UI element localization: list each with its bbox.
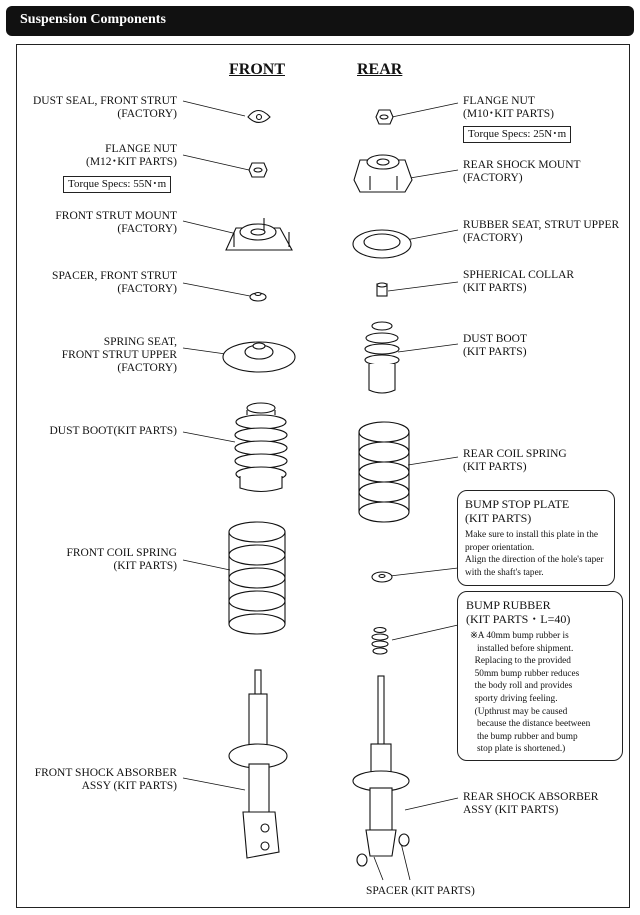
front-coil-spring-label: FRONT COIL SPRING (KIT PARTS) xyxy=(66,547,177,572)
front-column-heading: FRONT xyxy=(229,61,285,78)
rear-coil-spring-part xyxy=(359,422,409,522)
front-flange-nut-part xyxy=(249,163,267,177)
bump-stop-plate-title: BUMP STOP PLATE (KIT PARTS) xyxy=(465,497,570,525)
rear-bump-stop-plate-part xyxy=(372,572,392,582)
front-strut-mount-part xyxy=(226,218,292,250)
rear-spacer-label: SPACER (KIT PARTS) xyxy=(366,885,475,897)
rear-dust-boot-label: DUST BOOT (KIT PARTS) xyxy=(463,333,528,358)
front-shock-absorber-part xyxy=(229,670,287,858)
front-dust-seal-label: DUST SEAL, FRONT STRUT (FACTORY) xyxy=(33,95,177,120)
bump-stop-plate-note: Make sure to install this plate in the proper orientation. Align the direction of the hole's taper with the shaft's taper. xyxy=(465,530,604,578)
bump-rubber-title: BUMP RUBBER (KIT PARTS・L=40) xyxy=(466,598,571,626)
rear-shock-mount-part xyxy=(354,155,412,192)
rear-rubber-seat-part xyxy=(353,230,411,258)
rear-column-heading: REAR xyxy=(357,61,403,78)
front-dust-boot-part xyxy=(235,403,287,492)
front-spacer-label: SPACER, FRONT STRUT (FACTORY) xyxy=(52,270,177,295)
front-strut-mount-label: FRONT STRUT MOUNT (FACTORY) xyxy=(55,210,177,235)
front-dust-boot-label: DUST BOOT(KIT PARTS) xyxy=(49,425,177,437)
front-shock-absorber-label: FRONT SHOCK ABSORBER ASSY (KIT PARTS) xyxy=(34,767,177,792)
rear-flange-nut-part xyxy=(376,110,393,124)
rear-spherical-collar-part xyxy=(377,283,387,296)
front-spring-seat-label: SPRING SEAT, FRONT STRUT UPPER (FACTORY) xyxy=(61,336,177,374)
page-title: Suspension Components xyxy=(20,12,166,27)
bump-stop-plate-note-box xyxy=(457,490,615,586)
rear-shock-mount-label: REAR SHOCK MOUNT (FACTORY) xyxy=(463,159,581,184)
rear-shock-absorber-part xyxy=(353,676,409,866)
rear-shock-absorber-label: REAR SHOCK ABSORBER ASSY (KIT PARTS) xyxy=(463,791,599,816)
front-flange-nut-label: FLANGE NUT (M12･KIT PARTS) xyxy=(85,143,177,168)
front-spring-seat-part xyxy=(223,342,295,372)
rear-rubber-seat-label: RUBBER SEAT, STRUT UPPER (FACTORY) xyxy=(463,219,620,244)
front-coil-spring-part xyxy=(229,522,285,634)
front-torque-spec: Torque Specs: 55N･m xyxy=(63,176,171,193)
front-spacer-part xyxy=(250,293,266,302)
bump-rubber-note: ※A 40mm bump rubber is installed before shipment. Replacing to the provided 50mm bump rubber reduces the body roll and provides sporty driving feeling. (Upthrust may be caused because the distance beetween the bump rubber and bump stop plate is shortened.) xyxy=(470,631,591,755)
rear-spherical-collar-label: SPHERICAL COLLAR (KIT PARTS) xyxy=(463,269,575,294)
rear-torque-spec: Torque Specs: 25N･m xyxy=(463,126,571,143)
rear-bump-rubber-part xyxy=(372,628,388,655)
rear-flange-nut-label: FLANGE NUT (M10･KIT PARTS) xyxy=(463,95,555,120)
rear-coil-spring-label: REAR COIL SPRING (KIT PARTS) xyxy=(463,448,567,473)
rear-dust-boot-part xyxy=(365,322,399,393)
front-dust-seal-part xyxy=(248,111,270,123)
leader-lines xyxy=(183,101,458,880)
bump-rubber-note-box xyxy=(457,591,623,761)
